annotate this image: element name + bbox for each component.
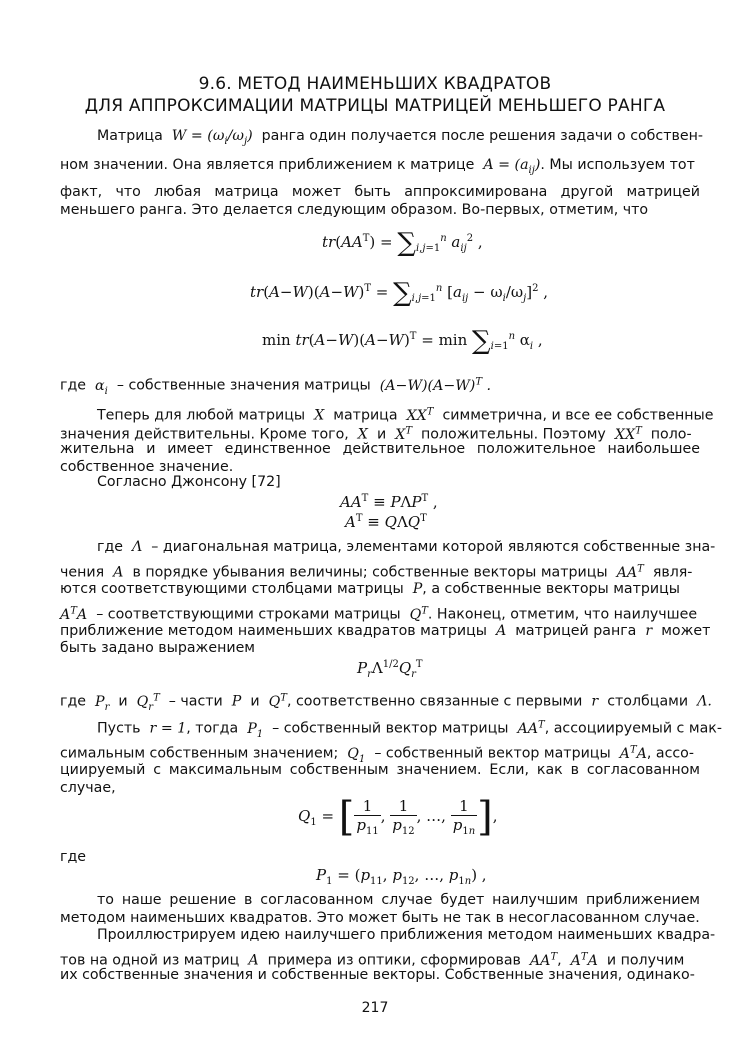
paragraph-2: где $\alpha_i$ – собственные значения матрицы $(A-W)(A-W)^T$ . — [60, 376, 492, 397]
paragraph-10-line3: их собственные значения и собственные векторы. Собственные значения, одинако- — [60, 967, 695, 983]
paragraph-5-line6: быть задано выражением — [60, 640, 255, 656]
equation-P1: $P_1 = (p_{11}$, $p_{12}$, …, $p_{1n}$) , — [316, 866, 487, 887]
equation-best-approx: $P_r\Lambda^{1/2}Q_r^T$ — [357, 659, 423, 680]
paragraph-5-line4: $A^TA$ – соответствующими строками матрицы $Q^T$. Наконец, отметим, что наилучшее — [60, 605, 698, 623]
paragraph-3-line2: значения действительны. Кроме того, X и $X^T$ положительны. Поэтому $XX^T$ поло- — [60, 425, 692, 443]
paragraph-7-line3: циируемый с максимальным собственным значением. Если, как в согласованном случае, — [60, 762, 700, 796]
paragraph-7-line2: симальным собственным значением; $Q_1$ – собственный вектор матрицы $A^TA$, ассо- — [60, 744, 694, 765]
equation-min-trace: $\min tr(A-W)(A-W)^T = \min \sum_{i=1}^n$ $\alpha_i$ , — [262, 326, 543, 356]
paragraph-3-line1: Теперь для любой матрицы X матрица $XX^T$ симметрична, и все ее собственные — [97, 406, 714, 424]
page-number: 217 — [361, 1000, 389, 1016]
equation-Q1: $Q_1$ = [ $\frac{1}{p_{11}}$ , $\frac{1}{p_{12}}$ , …, $\frac{1}{p_{1n}}$ ], — [298, 794, 498, 840]
section-title-line1: 9.6. МЕТОД НАИМЕНЬШИХ КВАДРАТОВ — [198, 74, 552, 94]
equation-AT-decomp: $A^T \equiv Q\Lambda Q^T$ — [345, 513, 427, 531]
paragraph-10-line1: Проиллюстрируем идею наилучшего приближения методом наименьших квадра- — [97, 927, 716, 943]
math-A-def: $A = (a_{ij})$ — [478, 157, 541, 176]
paragraph-6: где $P_r$ и $Q_r^T$ – части P и $Q^T$, соответственно связанные с первыми r столбцами Λ. — [60, 692, 712, 713]
paragraph-3-line3: жительна и имеет единственное действительное положительное наибольшее собственное значение. — [60, 441, 700, 475]
paragraph-7-line1: Пусть r = 1, тогда $P_1$ – собственный вектор матрицы $AA^T$, ассоциируемый с мак- — [97, 719, 722, 740]
equation-trace-AW: $tr(A-W)(A-W)^T = \sum_{i,j=1}^n$ $[a_{ij} - \omega_i/\omega_j]^2$ , — [250, 278, 548, 308]
paragraph-5-line3: ются соответствующими столбцами матрицы P, а собственные векторы матрицы — [60, 581, 680, 597]
paragraph-5-line1: где Λ – диагональная матрица, элементами которой являются собственные зна- — [97, 539, 716, 555]
paragraph-4: Согласно Джонсону [72] — [97, 474, 281, 490]
paragraph-8: где — [60, 849, 86, 865]
math-W-def: $W = (\omega_i/\omega_j)$ — [167, 128, 258, 147]
paragraph-10-line2: тов на одной из матриц A примера из оптики, сформировав $AA^T$, $A^TA$ и получим — [60, 951, 685, 969]
equation-trace-AAT: $tr(AA^T) = \sum_{i,j=1}^n$ $a_{ij}^2$ , — [322, 228, 483, 258]
section-title-line2: ДЛЯ АППРОКСИМАЦИИ МАТРИЦЫ МАТРИЦЕЙ МЕНЬШЕГО РАНГА — [84, 96, 666, 116]
paragraph-1-line1: Матрица $W = (\omega_i/\omega_j)$ ранга один получается после решения задачи о собствен- — [97, 128, 703, 147]
paragraph-1-line3: факт, что любая матрица может быть аппроксимирована другой матрицей меньшего ранга. Это делается следующим образом. Во-первых, отметим, что — [60, 184, 700, 218]
paragraph-1-line2: ном значении. Она является приближением к матрице $A = (a_{ij})$. Мы используем тот — [60, 157, 695, 176]
paragraph-9: то наше решение в согласованном случае будет наилучшим приближением методом наименьших квадратов. Это может быть не так в несогласованном случае. — [60, 892, 700, 926]
equation-AAT-decomp: $AA^T \equiv P\Lambda P^T$ , — [340, 493, 438, 511]
paragraph-5-line2: чения A в порядке убывания величины; собственные векторы матрицы $AA^T$ явля- — [60, 563, 693, 581]
paragraph-5-line5: приближение методом наименьших квадратов матрицы A матрицей ранга r может — [60, 623, 711, 639]
